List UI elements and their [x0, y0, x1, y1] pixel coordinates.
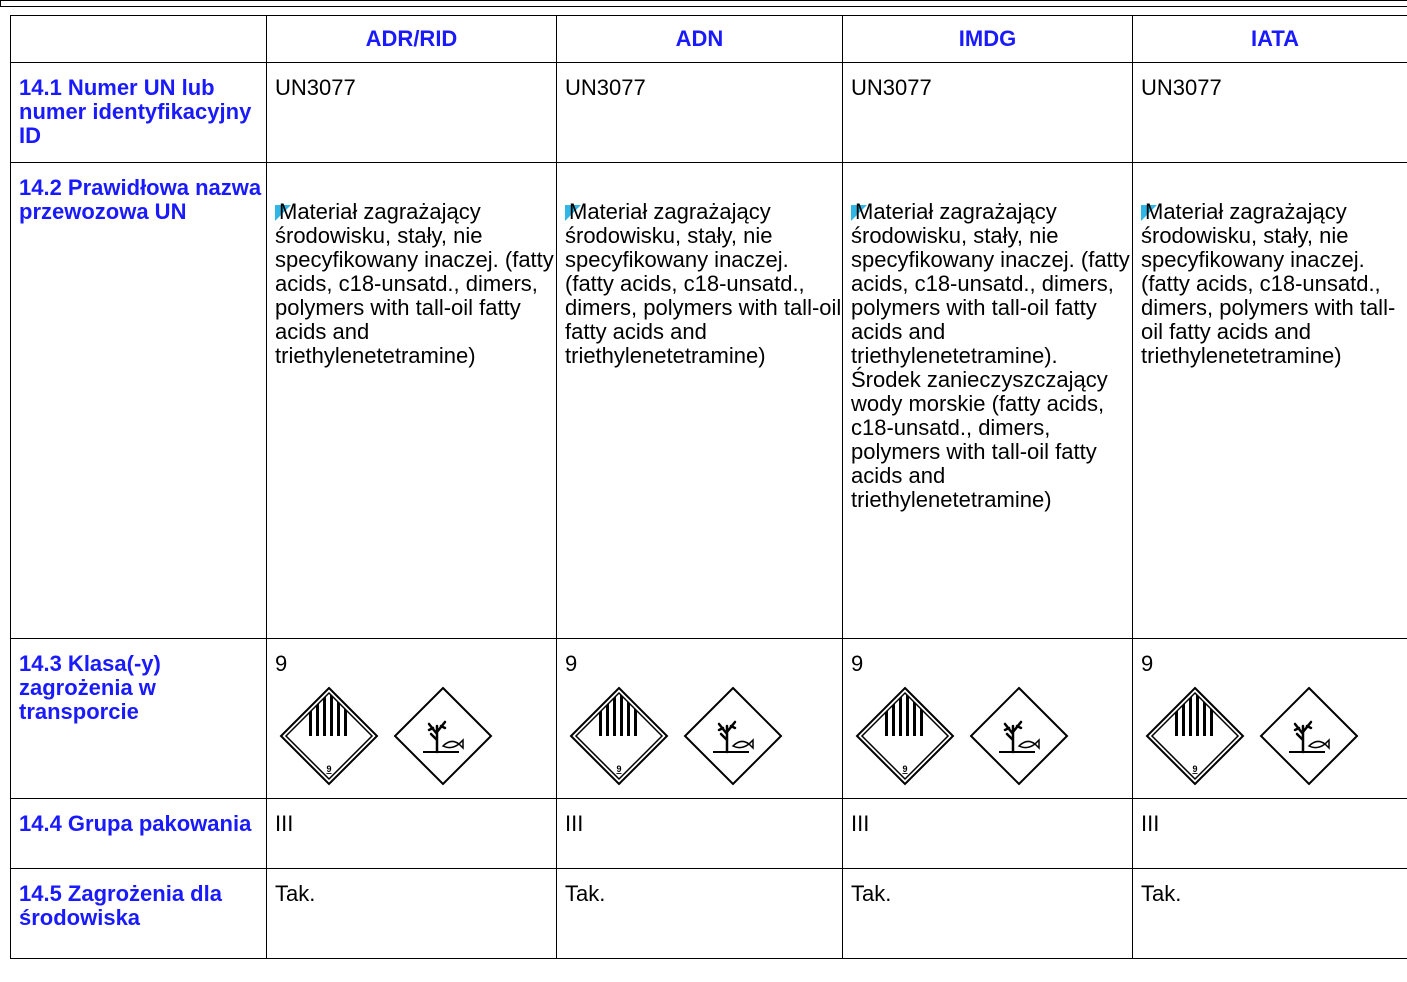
environment-hazard-icon [393, 686, 493, 786]
column-header-adn: ADN [557, 16, 843, 63]
cell-imdg [843, 639, 1133, 799]
shipping-name-text: Materiał zagrażający środowisku, stały, nie specyfikowany inaczej. (fatty acids, c18-unsatd., dimers, polymers with tall-oil fatty acids and triethylenetetramine) [1141, 199, 1396, 368]
pictogram-row [855, 686, 1132, 786]
cell-adr-rid: UN3077 [267, 63, 557, 163]
class-9-hazard-icon [279, 686, 379, 786]
shipping-name-text: Materiał zagrażający środowisku, stały, nie specyfikowany inaczej. (fatty acids, c18-unsatd., dimers, polymers with tall-oil fatty acids and triethylenetetramine) [275, 199, 554, 368]
class-number-label: 9 [902, 764, 908, 774]
cell-adn: UN3077 [557, 63, 843, 163]
cell-imdg: III [843, 799, 1133, 869]
class-value: 9 [851, 651, 864, 676]
cell-adn: III [557, 799, 843, 869]
cell-iata: UN3077 [1133, 63, 1407, 163]
cell-iata: Tak. [1133, 869, 1407, 959]
table-row [11, 163, 1407, 639]
cell-adr-rid [267, 163, 557, 639]
class-number-label: 9 [1192, 764, 1198, 774]
column-header-iata: IATA [1133, 16, 1407, 63]
transport-table [10, 15, 1407, 959]
row-label-hazard-class: 14.3 Klasa(-y) zagrożenia w transporcie [11, 639, 267, 799]
environment-hazard-icon [683, 686, 783, 786]
header-corner [11, 16, 267, 63]
cell-imdg: Tak. [843, 869, 1133, 959]
row-label-environmental-hazards: 14.5 Zagrożenia dla środowiska [11, 869, 267, 959]
top-rule [0, 0, 1407, 7]
cell-adr-rid: III [267, 799, 557, 869]
environment-hazard-icon [1259, 686, 1359, 786]
class-value: 9 [275, 651, 288, 676]
column-header-adr-rid: ADR/RID [267, 16, 557, 63]
cell-iata [1133, 163, 1407, 639]
cell-adn [557, 639, 843, 799]
class-9-hazard-icon [855, 686, 955, 786]
pictogram-row [279, 686, 556, 786]
table-row [11, 639, 1407, 799]
header-row [11, 16, 1407, 63]
cell-adr-rid: Tak. [267, 869, 557, 959]
class-9-hazard-icon [569, 686, 669, 786]
row-label-packing-group: 14.4 Grupa pakowania [11, 799, 267, 869]
pictogram-row [1145, 686, 1407, 786]
environment-hazard-icon [969, 686, 1069, 786]
cell-iata: III [1133, 799, 1407, 869]
cell-adn: Tak. [557, 869, 843, 959]
shipping-name-text: Materiał zagrażający środowisku, stały, nie specyfikowany inaczej. (fatty acids, c18-unsatd., dimers, polymers with tall-oil fatty acids and triethylenetetramine) [565, 199, 842, 368]
table-row [11, 63, 1407, 163]
class-value: 9 [1141, 651, 1154, 676]
pictogram-row [569, 686, 842, 786]
cell-adr-rid [267, 639, 557, 799]
shipping-name-text: Materiał zagrażający środowisku, stały, nie specyfikowany inaczej. (fatty acids, c18-unsatd., dimers, polymers with tall-oil fatty acids and triethylenetetramine). Środek zanieczyszczający wody morskie (fatty acids, c18-unsatd., dimers, polymers with tall-oil fatty acids and triethylenetetramine) [851, 199, 1130, 512]
cell-adn [557, 163, 843, 639]
row-label-un-number: 14.1 Numer UN lub numer identyfikacyjny ID [11, 63, 267, 163]
column-header-imdg: IMDG [843, 16, 1133, 63]
class-number-label: 9 [616, 764, 622, 774]
cell-imdg: UN3077 [843, 63, 1133, 163]
cell-imdg [843, 163, 1133, 639]
class-value: 9 [565, 651, 578, 676]
row-label-shipping-name: 14.2 Prawidłowa nazwa przewozowa UN [11, 163, 267, 639]
table-row [11, 869, 1407, 959]
class-9-hazard-icon [1145, 686, 1245, 786]
class-number-label: 9 [326, 764, 332, 774]
cell-iata [1133, 639, 1407, 799]
table-row [11, 799, 1407, 869]
